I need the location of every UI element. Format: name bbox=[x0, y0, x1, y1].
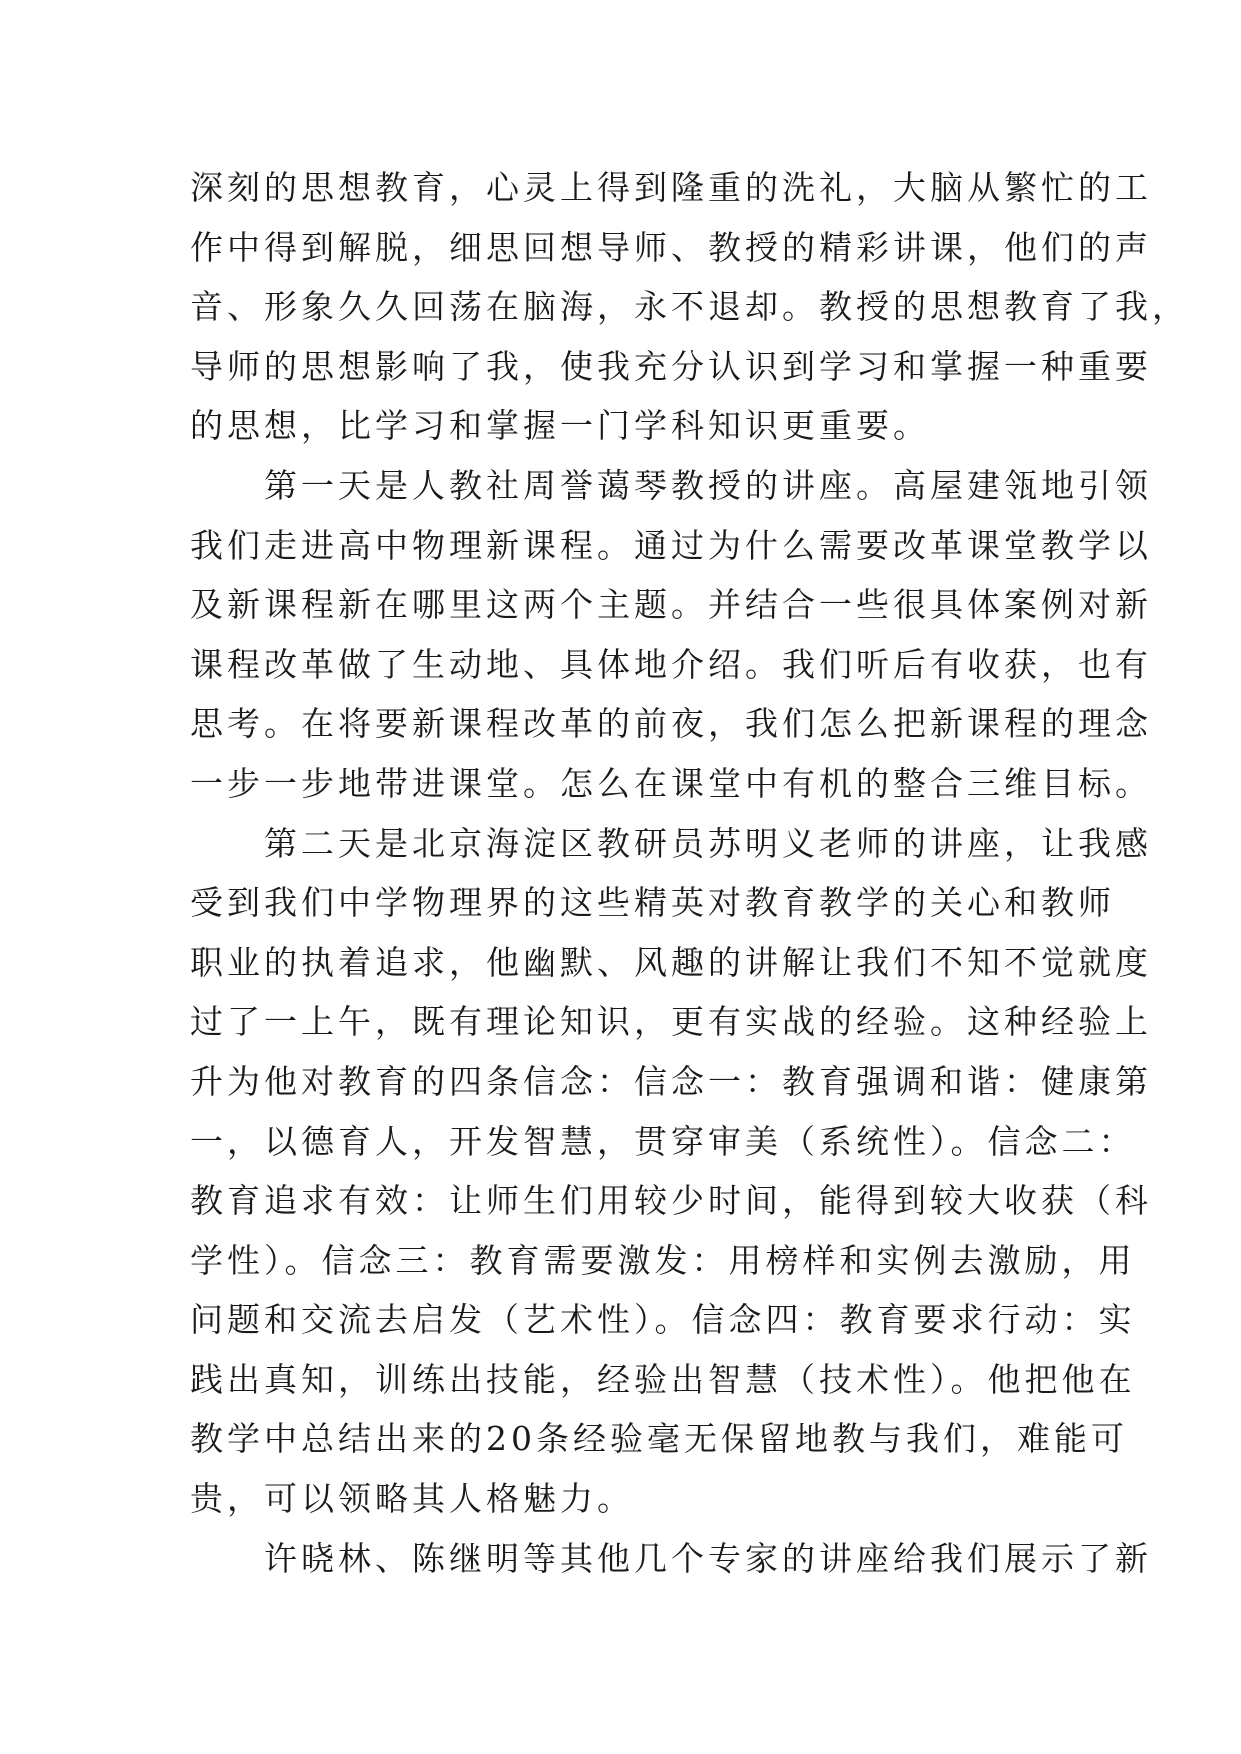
text-line: 受到我们中学物理界的这些精英对教育教学的关心和教师 bbox=[190, 883, 1115, 923]
text-line: 音、形象久久回荡在脑海，永不退却。教授的思想教育了我， bbox=[190, 287, 1189, 327]
text-line: 学性）。信念三：教育需要激发：用榜样和实例去激励，用 bbox=[190, 1240, 1136, 1280]
text-line: 贵，可以领略其人格魅力。 bbox=[190, 1479, 634, 1519]
text-line: 导师的思想影响了我，使我充分认识到学习和掌握一种重要 bbox=[190, 346, 1152, 386]
text-line: 一步一步地带进课堂。怎么在课堂中有机的整合三维目标。 bbox=[190, 763, 1152, 803]
text-line: 思考。在将要新课程改革的前夜，我们怎么把新课程的理念 bbox=[190, 704, 1152, 744]
paragraph-first-line: 第二天是北京海淀区教研员苏明义老师的讲座，让我感 bbox=[264, 823, 1152, 863]
text-line: 一，以德育人，开发智慧，贯穿审美（系统性）。信念二： bbox=[190, 1121, 1136, 1161]
text-line: 践出真知，训练出技能，经验出智慧（技术性）。他把他在 bbox=[190, 1359, 1136, 1399]
text-line: 及新课程新在哪里这两个主题。并结合一些很具体案例对新 bbox=[190, 585, 1152, 625]
text-line: 我们走进高中物理新课程。通过为什么需要改革课堂教学以 bbox=[190, 525, 1152, 565]
text-line: 教学中总结出来的20条经验毫无保留地教与我们，难能可 bbox=[190, 1419, 1128, 1459]
text-line: 教育追求有效：让师生们用较少时间，能得到较大收获（科 bbox=[190, 1181, 1152, 1221]
text-line: 深刻的思想教育，心灵上得到隆重的洗礼，大脑从繁忙的工 bbox=[190, 168, 1152, 207]
paragraph-first-line: 第一天是人教社周誉蔼琴教授的讲座。高屋建瓴地引领 bbox=[264, 465, 1152, 505]
text-line: 过了一上午，既有理论知识，更有实战的经验。这种经验上 bbox=[190, 1002, 1152, 1042]
text-line: 的思想，比学习和掌握一门学科知识更重要。 bbox=[190, 406, 930, 446]
text-line: 课程改革做了生动地、具体地介绍。我们听后有收获，也有 bbox=[190, 644, 1152, 684]
text-line: 职业的执着追求，他幽默、风趣的讲解让我们不知不觉就度 bbox=[190, 942, 1152, 982]
body-text bbox=[190, 158, 1189, 1588]
text-line: 作中得到解脱，细思回想导师、教授的精彩讲课，他们的声 bbox=[190, 227, 1152, 267]
paragraph-first-line: 许晓林、陈继明等其他几个专家的讲座给我们展示了新 bbox=[264, 1538, 1152, 1578]
text-line: 升为他对教育的四条信念：信念一：教育强调和谐：健康第 bbox=[190, 1061, 1152, 1101]
text-line: 问题和交流去启发（艺术性）。信念四：教育要求行动：实 bbox=[190, 1300, 1136, 1340]
